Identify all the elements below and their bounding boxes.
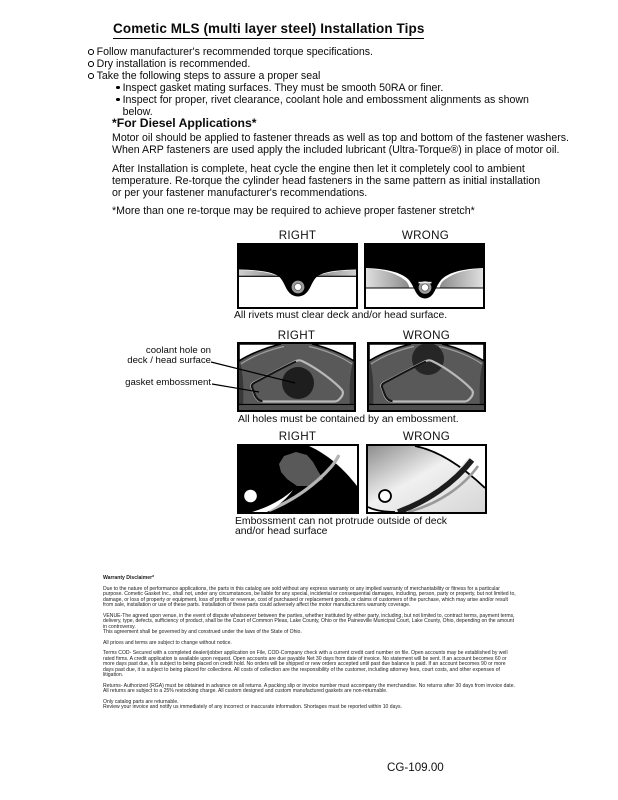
paragraph-line: After Installation is complete, heat cycle the engine then let it completely cool to ambient — [112, 163, 525, 175]
list-item-text: Dry installation is recommended. — [96, 57, 251, 70]
diagram-caption: All holes must be contained by an embossment. — [238, 413, 459, 425]
right-label: RIGHT — [277, 329, 316, 342]
hollow-bullet-icon — [88, 73, 94, 79]
fineprint-paragraph: Review your invoice and notify us immediately of any incorrect or inaccurate information. Shortages must be reported within 10 days. — [103, 704, 402, 710]
paragraph — [112, 163, 540, 199]
paragraph-line: or per your fastener manufacturer's recommendations. — [112, 187, 368, 200]
fineprint-paragraph: Due to the nature of performance applications, the parts in this catalog are sold without any express warranty or any implied warranty of merchantability or fitness for a particular purpose. Cometic Gasket Inc., shall not, under any circumstances, be liable for any special, incidental or consequential damages, including, person, party or property, but not limited to, damage, or loss of property or equipment, loss of profits or revenue, cost of purchased or replacement goods, or claims of customers of the purchase, which may arise and/or result from sale, installation or use of these parts. Installation of these parts could adversely affect the motor manufacturers warranty coverage. — [103, 585, 516, 608]
list-item-text: Follow manufacturer's recommended torque specifications. — [96, 45, 374, 58]
list-item-text: Take the following steps to assure a proper seal — [96, 69, 321, 82]
rivet-wrong-diagram — [364, 243, 485, 309]
wrong-label: WRONG — [402, 430, 451, 443]
fineprint-paragraph: Terms COD- Secured with a completed dealer/jobber application on File, COD-Company check with a current credit card number on file. Open accounts may be established by well rated firms. A credit application is available upon request. Open accounts are due payable Net 30 days from date of invoice. No statement will be sent. If an account becomes 60 or more days past due, it is subject to being placed on credit hold. No orders will be shipped or new orders accepted until past due balance is paid. If an account becomes 90 or more days past due, it is subject to being placed for collections. All costs of collection are the responsibility of the customer, including attorney fees, court costs, and other expenses of litigation. — [103, 650, 508, 678]
page-title: Cometic MLS (multi layer steel) Installation Tips — [113, 21, 424, 39]
diagram-caption: Embossment can not protrude outside of deck and/or head surface — [235, 515, 447, 538]
paragraph — [112, 132, 569, 156]
fineprint-paragraph: Returns- Authorized (RGA) must be obtained in advance on all returns. A packing slip or invoice number must accompany the merchandise. No returns after 30 days from invoice date. All returns are subject to a 25% restocking charge. All custom designed and custom manufactured gaskets are non-returnable. — [103, 682, 515, 694]
filled-bullet-icon — [116, 86, 120, 90]
diagram-caption: All rivets must clear deck and/or head surface. — [234, 310, 448, 321]
hollow-bullet-icon — [88, 61, 94, 67]
coolant-hole-wrong-diagram — [367, 342, 486, 412]
callout-label-gasket-embossment: gasket embossment — [125, 376, 211, 388]
filled-bullet-icon — [116, 98, 120, 102]
embossment-wrong-diagram — [366, 444, 487, 514]
list-item — [88, 70, 558, 82]
wrong-label: WRONG — [401, 229, 450, 242]
wrong-label: WRONG — [402, 329, 451, 342]
right-label: RIGHT — [278, 229, 317, 242]
list-item — [88, 58, 558, 70]
section-heading: *For Diesel Applications* — [112, 115, 257, 130]
list-item — [88, 46, 558, 58]
catalog-page-code: CG-109.00 — [387, 761, 444, 774]
paragraph-line: temperature. Re-torque the cylinder head fasteners in the same pattern as initial installation — [112, 175, 541, 188]
fineprint-paragraph: Only catalog parts are returnable. — [103, 698, 179, 705]
rivet-right-diagram — [237, 243, 358, 309]
embossment-right-diagram — [237, 444, 359, 514]
list-item-text: Inspect for proper, rivet clearance, coolant hole and embossment alignments as shown below. — [122, 94, 529, 119]
paragraph-line: When ARP fasteners are used apply the included lubricant (Ultra-Torque®) in place of motor oil. — [112, 143, 560, 156]
list-item-text: Inspect gasket mating surfaces. They must be smooth 50RA or finer. — [122, 82, 444, 95]
paragraph-line: Motor oil should be applied to fastener threads as well as top and bottom of the fastener washers. — [112, 131, 569, 144]
hollow-bullet-icon — [88, 49, 94, 55]
callout-label-coolant-hole: coolant hole on deck / head surface — [127, 344, 211, 366]
fineprint-paragraph: This agreement shall be governed by and construed under the laws of the State of Ohio. — [103, 629, 302, 635]
right-label: RIGHT — [278, 430, 317, 443]
fineprint-paragraph: All prices and terms are subject to change without notice. — [103, 639, 232, 646]
retorque-note: *More than one re-torque may be required to achieve proper fastener stretch* — [112, 204, 475, 217]
fineprint-heading: Warranty Disclaimer* — [103, 575, 155, 581]
list-item — [88, 94, 558, 119]
leader-lines — [205, 355, 305, 400]
fineprint-paragraph: VENUE-The agreed upon venue, in the event of dispute whatsoever between the parties, whether instituted by either party, including, but not limited to, contract terms, payment terms, delivery, type, defects, sufficiency of product, shall be the Court of Common Pleas, Lake County, Ohio or the Painesville Municipal Court, Lake County, Ohio, depending on the amount in controversy. — [103, 612, 515, 630]
warranty-disclaimer-section — [103, 576, 517, 716]
list-item — [88, 82, 558, 94]
bullet-list — [88, 45, 558, 119]
